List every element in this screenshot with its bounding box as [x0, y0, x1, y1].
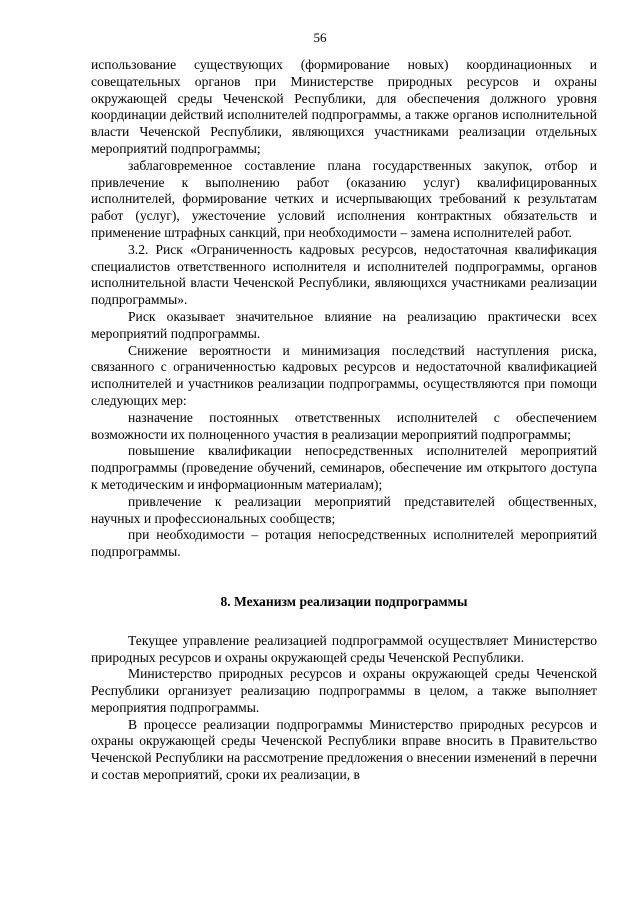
- paragraph: 3.2. Риск «Ограниченность кадровых ресурсов, недостаточная квалификация специалистов ответственного исполнителя и исполнителей подпрограммы, органов исполнительной власти Чеченской Республики, являющихся участниками реализации подпрограммы».: [91, 241, 597, 308]
- risk-measures-section: [91, 57, 597, 561]
- section-heading: 8. Механизм реализации подпрограммы: [220, 593, 468, 609]
- paragraph: заблаговременное составление плана государственных закупок, отбор и привлечение к выполнению работ (оказанию услуг) квалифицированных исполнителей, формирование четких и исчерпывающих требований к результатам работ (услуг), ужесточение условий исполнения контрактных обязательств и применение штрафных санкций, при необходимости – замена исполнителей работ.: [91, 157, 597, 240]
- mechanism-section: [91, 633, 597, 784]
- paragraph: привлечение к реализации мероприятий представителей общественных, научных и профессиональных сообществ;: [91, 493, 597, 526]
- paragraph: В процессе реализации подпрограммы Министерство природных ресурсов и охраны окружающей среды Чеченской Республики вправе вносить в Правительство Чеченской Республики на рассмотрение предложения о внесении изменений в перечни и состав мероприятий, сроки их реализации, в: [91, 716, 597, 783]
- paragraph: Снижение вероятности и минимизация последствий наступления риска, связанного с ограниченностью кадровых ресурсов и недостаточной квалификацией исполнителей и участников реализации подпрограммы, осуществляются при помощи следующих мер:: [91, 342, 597, 408]
- paragraph: назначение постоянных ответственных исполнителей с обеспечением возможности их полноценного участия в реализации мероприятий подпрограммы;: [91, 409, 597, 442]
- document-body: [91, 57, 597, 784]
- page-number: 56: [313, 30, 327, 45]
- paragraph: Министерство природных ресурсов и охраны окружающей среды Чеченской Республики организует реализацию подпрограммы в целом, а также выполняет мероприятия подпрограммы.: [91, 666, 597, 715]
- paragraph: использование существующих (формирование новых) координационных и совещательных органов при Министерстве природных ресурсов и охраны окружающей среды Чеченской Республики, для обеспечения должного уровня координации действий исполнителей подпрограммы, а также органов исполнительной власти Чеченской Республики, являющихся участниками реализации отдельных мероприятий подпрограммы;: [91, 57, 597, 156]
- paragraph: Риск оказывает значительное влияние на реализацию практически всех мероприятий подпрограммы.: [91, 308, 597, 341]
- paragraph: при необходимости – ротация непосредственных исполнителей мероприятий подпрограммы.: [91, 527, 597, 560]
- paragraph: повышение квалификации непосредственных исполнителей мероприятий подпрограммы (проведение обучений, семинаров, обеспечение им открытого доступа к методическим и информационным материалам);: [91, 443, 597, 492]
- paragraph: Текущее управление реализацией подпрограммой осуществляет Министерство природных ресурсов и охраны окружающей среды Чеченской Республики.: [91, 632, 597, 665]
